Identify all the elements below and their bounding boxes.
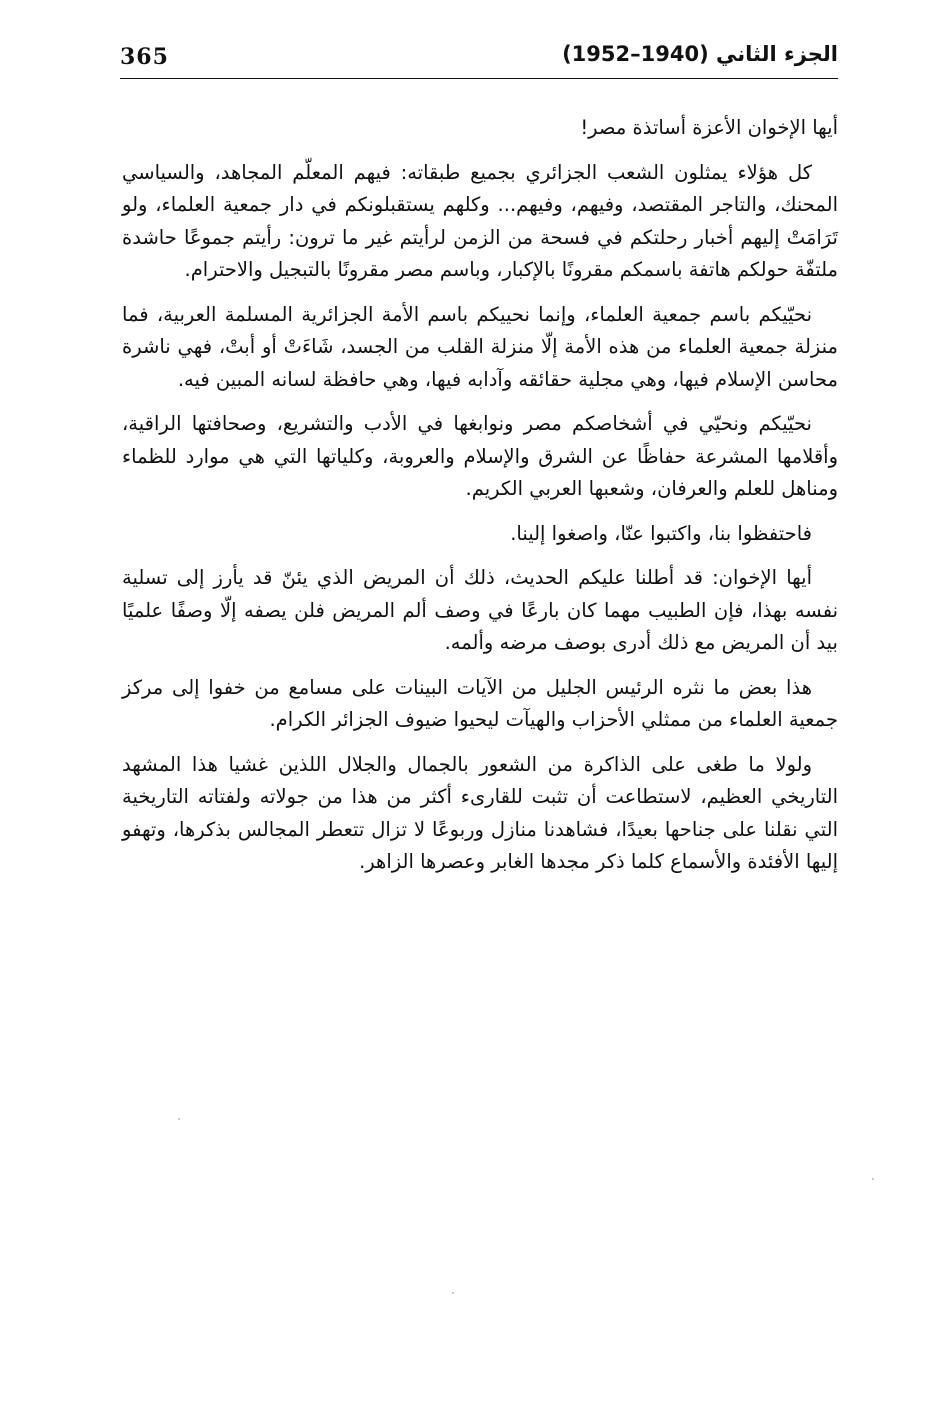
scan-speck <box>178 1118 180 1120</box>
paragraph-plea: فاحتفظوا بنا، واكتبوا عنّا، واصغوا إلينا. <box>510 521 812 545</box>
running-header <box>120 40 838 80</box>
running-header-title: الجزء الثاني (1940–1952) <box>562 42 838 66</box>
scan-speck <box>452 1292 454 1294</box>
paragraph-summary: هذا بعض ما نثره الرئيس الجليل من الآيات البينات على مسامع من خفوا إلى مركز جمعية العلماء من ممثلي الأحزاب والهيآت ليحيوا ضيوف الجزائر الكرام. <box>122 675 838 731</box>
paragraph-brothers: أيها الإخوان: قد أطلنا عليكم الحديث، ذلك أن المريض الذي يئنّ قد يأرز إلى تسلية نفسه بهذا، فإن الطبيب مهما كان بارعًا في وصف ألم المريض فلن يصفه إلّا وصفًا علميًا بيد أن المريض مع ذلك أدرى بوصف مرضه وألمه. <box>122 566 838 654</box>
paragraph-memory: ولولا ما طغى على الذاكرة من الشعور بالجمال والجلال اللذين غشيا هذا المشهد التاريخي العظيم، لاستطاعت أن تثبت للقارىء أكثر من هذا من جولاته ولفتاته التاريخية التي نقلنا على جناحها بعيدًا، فشاهدنا منازل وربوعًا لا تزال تتعطر المجالس بذكرها، وتهفو إليها الأفئدة والأسماع كلما ذكر مجدها الغابر وعصرها الزاهر. <box>122 752 838 873</box>
body-text <box>122 112 838 891</box>
scan-speck <box>872 1178 874 1180</box>
page-number: 365 <box>120 44 169 70</box>
paragraph-greeting-egypt: نحيّيكم ونحيّي في أشخاصكم مصر ونوابغها في الأدب والتشريع، وصحافتها الراقية، وأقلامها المشرعة حفاظًا عن الشرق والإسلام والعروبة، وكلياتها التي هي موارد للظماء ومناهل للعلم والعرفان، وشعبها العربي الكريم. <box>122 412 838 500</box>
paragraph-people: كل هؤلاء يمثلون الشعب الجزائري بجميع طبقاته: فيهم المعلّم المجاهد، والسياسي المحنك، والتاجر المقتصد، وفيهم، وفيهم... وكلهم يستقبلونكم في دار جمعية العلماء، ولو تَرَامَتْ إليهم أخبار رحلتكم في فسحة من الزمن لرأيتم غير ما ترون: رأيتم جموعًا حاشدة ملتفّة حولكم هاتفة باسمكم مقرونًا بالإكبار، وباسم مصر مقرونًا بالتبجيل والاحترام. <box>122 160 838 281</box>
header-rule <box>120 78 838 79</box>
paragraph-greeting-ulama: نحيّيكم باسم جمعية العلماء، وإنما نحييكم باسم الأمة الجزائرية المسلمة العربية، فما منزلة جمعية العلماء من هذه الأمة إلّا منزلة القلب من الجسد، شَاءَتْ أو أبتْ، فهي ناشرة محاسن الإسلام فيها، وهي مجلية حقائقه وآدابه فيها، وهي حافظة لسانه المبين فيه. <box>122 302 838 391</box>
paragraph-address: أيها الإخوان الأعزة أساتذة مصر! <box>580 116 838 139</box>
